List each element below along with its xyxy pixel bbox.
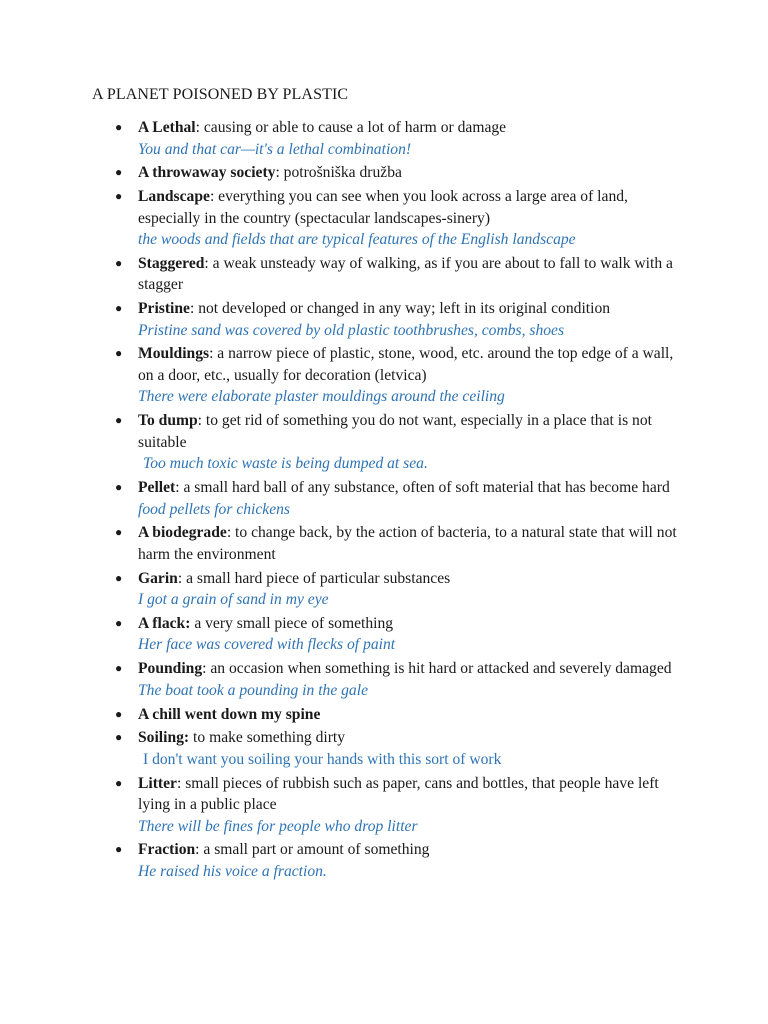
list-item (0, 658, 768, 701)
example: the woods and fields that are typical features of the English landscape (138, 231, 576, 249)
bullet-icon: ● (115, 346, 123, 361)
list-item (0, 839, 768, 882)
list-item (0, 704, 768, 726)
list-item (0, 773, 768, 838)
bullet-icon: ● (115, 165, 123, 180)
bullet-icon: ● (115, 525, 123, 540)
bullet-icon: ● (115, 413, 123, 428)
page-title: A PLANET POISONED BY PLASTIC (92, 86, 349, 103)
definition: : a small hard ball of any substance, often of soft material that has become hard (175, 479, 670, 497)
list-item (0, 298, 768, 341)
term: A flack: (138, 614, 191, 632)
term: Staggered (138, 254, 205, 272)
term: A chill went down my spine (138, 705, 321, 723)
list-item (0, 568, 768, 611)
bullet-icon: ● (115, 661, 123, 676)
list-item (0, 522, 768, 565)
term: A biodegrade (138, 524, 227, 542)
term: To dump (138, 412, 198, 430)
example: food pellets for chickens (138, 500, 291, 518)
example: I got a grain of sand in my eye (138, 591, 329, 609)
example: Pristine sand was covered by old plastic toothbrushes, combs, shoes (138, 321, 565, 339)
definition: : a small part or amount of something (195, 841, 430, 859)
definition: : a small hard piece of particular substances (177, 569, 451, 587)
definition: a very small piece of something (190, 614, 394, 632)
example: He raised his voice a fraction. (138, 862, 327, 880)
bullet-icon: ● (115, 842, 123, 857)
term: A throwaway society (138, 164, 276, 182)
term: Pristine (138, 300, 190, 318)
example: I don't want you soiling your hands with this sort of work (143, 750, 502, 768)
list-item (0, 343, 768, 408)
example: Her face was covered with flecks of paint (138, 636, 396, 654)
bullet-icon: ● (115, 730, 123, 745)
bullet-icon: ● (115, 189, 123, 204)
term: Fraction (138, 841, 196, 859)
definition: : a narrow piece of plastic, stone, wood, etc. around the top edge of a wall, on a door, etc., usually for decoration (letvica) (138, 345, 674, 384)
bullet-icon: ● (115, 255, 123, 270)
bullet-icon: ● (115, 570, 123, 585)
bullet-icon: ● (115, 120, 123, 134)
definition: : small pieces of rubbish such as paper, cans and bottles, that people have left lying in a public place (138, 774, 659, 814)
definition: : an occasion when something is hit hard or attacked and severely damaged (202, 660, 672, 678)
term: Landscape (138, 188, 210, 206)
definition: to make something dirty (189, 729, 346, 747)
bullet-icon: ● (115, 775, 123, 790)
definition: : to get rid of something you do not want, especially in a place that is not suitable (138, 412, 652, 451)
term: Garin (138, 569, 178, 587)
example: Too much toxic waste is being dumped at sea. (143, 455, 428, 473)
definition: : to change back, by the action of bacteria, to a natural state that will not harm the environment (138, 524, 677, 563)
term: A Lethal (138, 119, 196, 136)
list-item (0, 186, 768, 251)
list-item (0, 410, 768, 475)
vocabulary-list (0, 117, 768, 885)
definition: : a weak unsteady way of walking, as if you are about to fall to walk with a stagger (138, 254, 673, 294)
term: Litter (138, 774, 177, 792)
bullet-icon: ● (115, 301, 123, 316)
list-item (0, 117, 768, 160)
list-item (0, 613, 768, 656)
example: There will be fines for people who drop litter (138, 817, 418, 835)
example: There were elaborate plaster mouldings around the ceiling (138, 388, 505, 406)
definition: : potrošniška družba (275, 164, 402, 182)
term: Soiling: (138, 729, 190, 747)
term: Mouldings (138, 345, 210, 363)
list-item (0, 162, 768, 184)
term: Pounding (138, 660, 203, 678)
definition: : causing or able to cause a lot of harm or damage (195, 119, 507, 136)
example: The boat took a pounding in the gale (138, 681, 368, 699)
bullet-icon: ● (115, 706, 123, 721)
list-item (0, 727, 768, 770)
list-item (0, 253, 768, 296)
bullet-icon: ● (115, 615, 123, 630)
definition: : everything you can see when you look across a large area of land, especially in the country (spectacular landscapes-sinery) (138, 188, 628, 227)
definition: : not developed or changed in any way; left in its original condition (189, 300, 611, 318)
list-item (0, 477, 768, 520)
example: You and that car—it's a lethal combination! (138, 140, 412, 158)
term: Pellet (138, 479, 176, 497)
bullet-icon: ● (115, 480, 123, 495)
